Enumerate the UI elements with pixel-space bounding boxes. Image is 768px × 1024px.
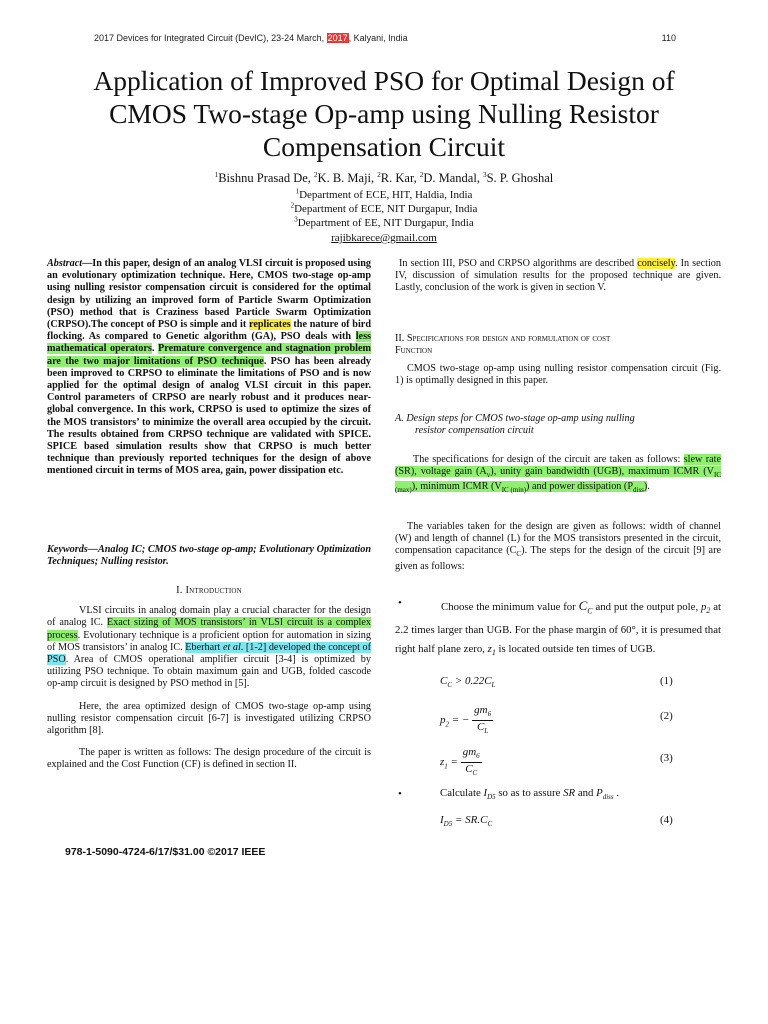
affiliation-2 (40, 203, 728, 216)
author-sup: 2 (419, 170, 424, 179)
paragraph-text: Calculate (440, 787, 484, 799)
author-name: D. Mandal, (423, 171, 484, 185)
author-sup: 2 (377, 170, 381, 179)
highlight-italic: et al (222, 641, 241, 653)
highlight-green: less mathematical operators (47, 331, 371, 355)
highlight-yellow: concisely (637, 258, 676, 269)
sections-overview (395, 258, 721, 295)
subscript: v (486, 471, 491, 480)
affiliation-sup: 2 (290, 201, 295, 210)
paragraph-text: and (575, 787, 597, 799)
paragraph-text: VLSI circuits in analog domain play a crucial character for the design of analog IC. (47, 605, 371, 629)
paragraph-text: . Evolutionary technique is a proficient option for automation in sizing of MOS transistors’ in analog IC. (47, 629, 371, 653)
bullet-2: Calculate $I_{D5}$ so as to assure SR and $P_{diss}$ . (440, 787, 620, 802)
author-sup: 3 (483, 170, 487, 179)
abstract (47, 258, 371, 478)
affiliation-sup: 3 (294, 215, 298, 224)
section-heading-line: II. Specifications for design and formulation of cost (395, 333, 611, 344)
equation-3: $z_1$ = $\frac{gm_6}{C_C}$ (440, 746, 480, 778)
email-line (40, 232, 728, 245)
paragraph-text: The variables taken for the design are given as follows: width of channel (W) and length of channel (L) for the MOS transistors presented in the circuit, compensation capacitance (C (395, 521, 721, 557)
section-2-body (395, 363, 721, 387)
highlight-text: slew rate (SR), voltage gain (A (395, 454, 721, 478)
abstract-text: the nature of bird flocking. As compared to Genetic algorithm (GA), PSO deals with (47, 319, 371, 343)
intro-paragraph-1 (47, 605, 371, 690)
conference-year-highlight: 2017 (327, 33, 348, 43)
paragraph-text: . Area of CMOS operational amplifier circuit [3-4] is optimized by utilizing PSO technique. To obtain maximum gain and UGB, folded cascode op-amp circuit is designed by PSO method in [5]. (47, 654, 371, 690)
equation-1-number: (1) (660, 675, 673, 687)
conference-info (94, 33, 408, 43)
section-1 (47, 585, 371, 772)
page-number: 110 (661, 33, 676, 43)
specifications-paragraph (395, 454, 721, 497)
section-2-paragraph: CMOS two-stage op-amp using nulling resistor compensation circuit (Fig. 1) is optimally designed in this paper. (395, 363, 721, 387)
specifications-text (395, 454, 721, 497)
author-name: R. Kar, (380, 171, 420, 185)
running-header (94, 33, 676, 47)
author-list (40, 171, 728, 186)
right-paragraph-0 (395, 258, 721, 295)
affiliation-1 (40, 189, 728, 202)
title-line-3: Compensation Circuit (262, 131, 506, 162)
subscript: diss (633, 486, 644, 495)
section-2-heading (395, 333, 721, 357)
highlight-text: Eberhart (185, 641, 223, 653)
paragraph-text: . (647, 481, 650, 493)
author-name: K. B. Maji, (317, 171, 378, 185)
subsection-heading-line: resistor compensation circuit (415, 425, 534, 437)
section-heading-line: Function (395, 345, 433, 357)
bullet-1-dot: • (398, 597, 402, 609)
paragraph-text: In section III, PSO and CRPSO algorithms are described (399, 258, 638, 269)
author-sup: 1 (214, 170, 219, 179)
paragraph-text: so as to assure (495, 787, 564, 799)
keywords-text: Analog IC; CMOS two-stage op-amp; Evolutionary Optimization Techniques; Nulling resistor. (47, 544, 371, 568)
author-sup: 2 (314, 170, 318, 179)
paragraph-text: The specifications for design of the circuit are taken as follows: (413, 454, 684, 465)
abstract-label: Abstract (47, 258, 83, 269)
paper-title (40, 64, 728, 163)
author-name: Bishnu Prasad De, (218, 171, 315, 185)
paragraph-text: . (613, 787, 620, 799)
affiliation-text: Department of ECE, HIT, Haldia, India (299, 189, 473, 201)
bullet-1-text: Choose the minimum value for $C_C$ and put the output pole, $p_2$ at 2.2 times larger than UGB. For the phase margin of 60°, it is presumed that right half plane zero, $z_1$ is located outside ten times of UGB. (395, 598, 721, 657)
highlight-text: ) and power dissipation (P (526, 481, 633, 493)
conference-name: 2017 Devices for Integrated Circuit (DevIC), 23-24 March, (94, 33, 327, 43)
affiliation-3 (40, 217, 728, 230)
highlight-green: Premature convergence and stagnation problem are the two major limitations of PSO technique (47, 343, 372, 367)
variables-text (395, 521, 721, 573)
subsection-a-heading (395, 413, 721, 437)
highlight-yellow: replicates (249, 319, 291, 331)
highlight-text: ), minimum ICMR (V (411, 481, 502, 493)
paragraph-text: . In section IV, discussion of simulation results for the proposed technique are given. Lastly, conclusion of the work is given in section V. (395, 258, 721, 294)
isbn-copyright: 978-1-5090-4724-6/17/$31.00 ©2017 IEEE (65, 846, 266, 858)
subsection-heading-line: A. Design steps for CMOS two-stage op-amp using nulling (395, 413, 635, 424)
equation-2: $p_2$ = − $\frac{gm_6}{C_L}$ (440, 704, 492, 736)
highlight-green: Exact sizing of MOS transistors’ in VLSI circuit is a complex process (47, 617, 371, 641)
title-line-2: CMOS Two-stage Op-amp using Nulling Resistor (109, 98, 659, 129)
highlight-text: ), unity gain bandwidth (UGB), maximum ICMR (V (490, 466, 715, 478)
paragraph-text: Choose the minimum value for (441, 601, 579, 613)
affiliation-sup: 1 (295, 187, 300, 196)
bullet-2-dot: • (398, 788, 402, 800)
conference-location: , Kalyani, India (348, 33, 408, 43)
author-name: S. P. Ghoshal (486, 171, 554, 185)
abstract-text: . (151, 343, 159, 355)
highlight-text: . [1-2] developed the concept of PSO (47, 641, 371, 666)
bullet-1 (395, 596, 721, 662)
affiliation-text: Department of ECE, NIT Durgapur, India (294, 203, 478, 215)
paragraph-text: ). The steps for the design of the circuit [9] are given as follows: (395, 545, 721, 572)
variables-paragraph (395, 521, 721, 573)
equation-4-number: (4) (660, 814, 673, 826)
keywords (47, 544, 371, 568)
equation-2-number: (2) (660, 710, 673, 722)
abstract-text: . PSO has been already been improved to CRPSO to eliminate the limitations of PSO and is now applied for the optimal design of analog VLSI circuit in this paper. Control parameters of CRPSO are nearly robust and it produces near-global convergence. In this work, CRPSO is used to optimize the sizes of the MOS transistors’ to minimize the overall area occupied by the circuit. The results obtained from CRPSO technique are validated with SPICE. SPICE based simulation results show that CRPSO is much better technique than previously reported techniques for the design of above mentioned circuit in terms of MOS area, gain, power dissipation etc. (47, 355, 371, 477)
title-line-1: Application of Improved PSO for Optimal Design of (93, 65, 675, 96)
paragraph-text: is located outside ten times of UGB. (495, 642, 656, 655)
author-email-link[interactable]: rajibkarece@gmail.com (331, 232, 437, 244)
equation-3-number: (3) (660, 752, 673, 764)
abstract-text: —In this paper, design of an analog VLSI circuit is proposed using an evolutionary optimization technique. Here, CMOS two-stage op-amp using nulling resistor compensation circuit is considered for the optimal design by utilizing an improved form of Particle Swarm Optimization (PSO) method that is Craziness based Particle Swarm Optimization (CRPSO).The concept of PSO is simple and it (47, 258, 371, 331)
keywords-label: Keywords— (47, 544, 98, 555)
subscript: IC (min) (501, 486, 527, 495)
subscript: IC (max) (395, 471, 722, 495)
intro-paragraph-2: Here, the area optimized design of CMOS two-stage op-amp using nulling resistor compensation circuit [6-7] is investigated utilizing CRPSO algorithm [8]. (47, 700, 371, 737)
intro-paragraph-3: The paper is written as follows: The design procedure of the circuit is explained and the Cost Function (CF) is defined in section II. (47, 747, 371, 771)
affiliation-text: Department of EE, NIT Durgapur, India (297, 217, 474, 229)
paragraph-text: at 2.2 times larger than UGB. For the phase margin of 60°, it is presumed that right half plane zero, (395, 601, 721, 655)
paragraph-text: and put the output pole, (592, 601, 701, 613)
subscript: C (516, 550, 522, 559)
equation-4: $I_{D5} = SR.C_C$ (440, 814, 493, 829)
highlight-text: ) (643, 481, 648, 493)
equation-1: $C_C > 0.22C_L$ (440, 675, 496, 690)
section-heading: I. Introduction (176, 585, 242, 596)
